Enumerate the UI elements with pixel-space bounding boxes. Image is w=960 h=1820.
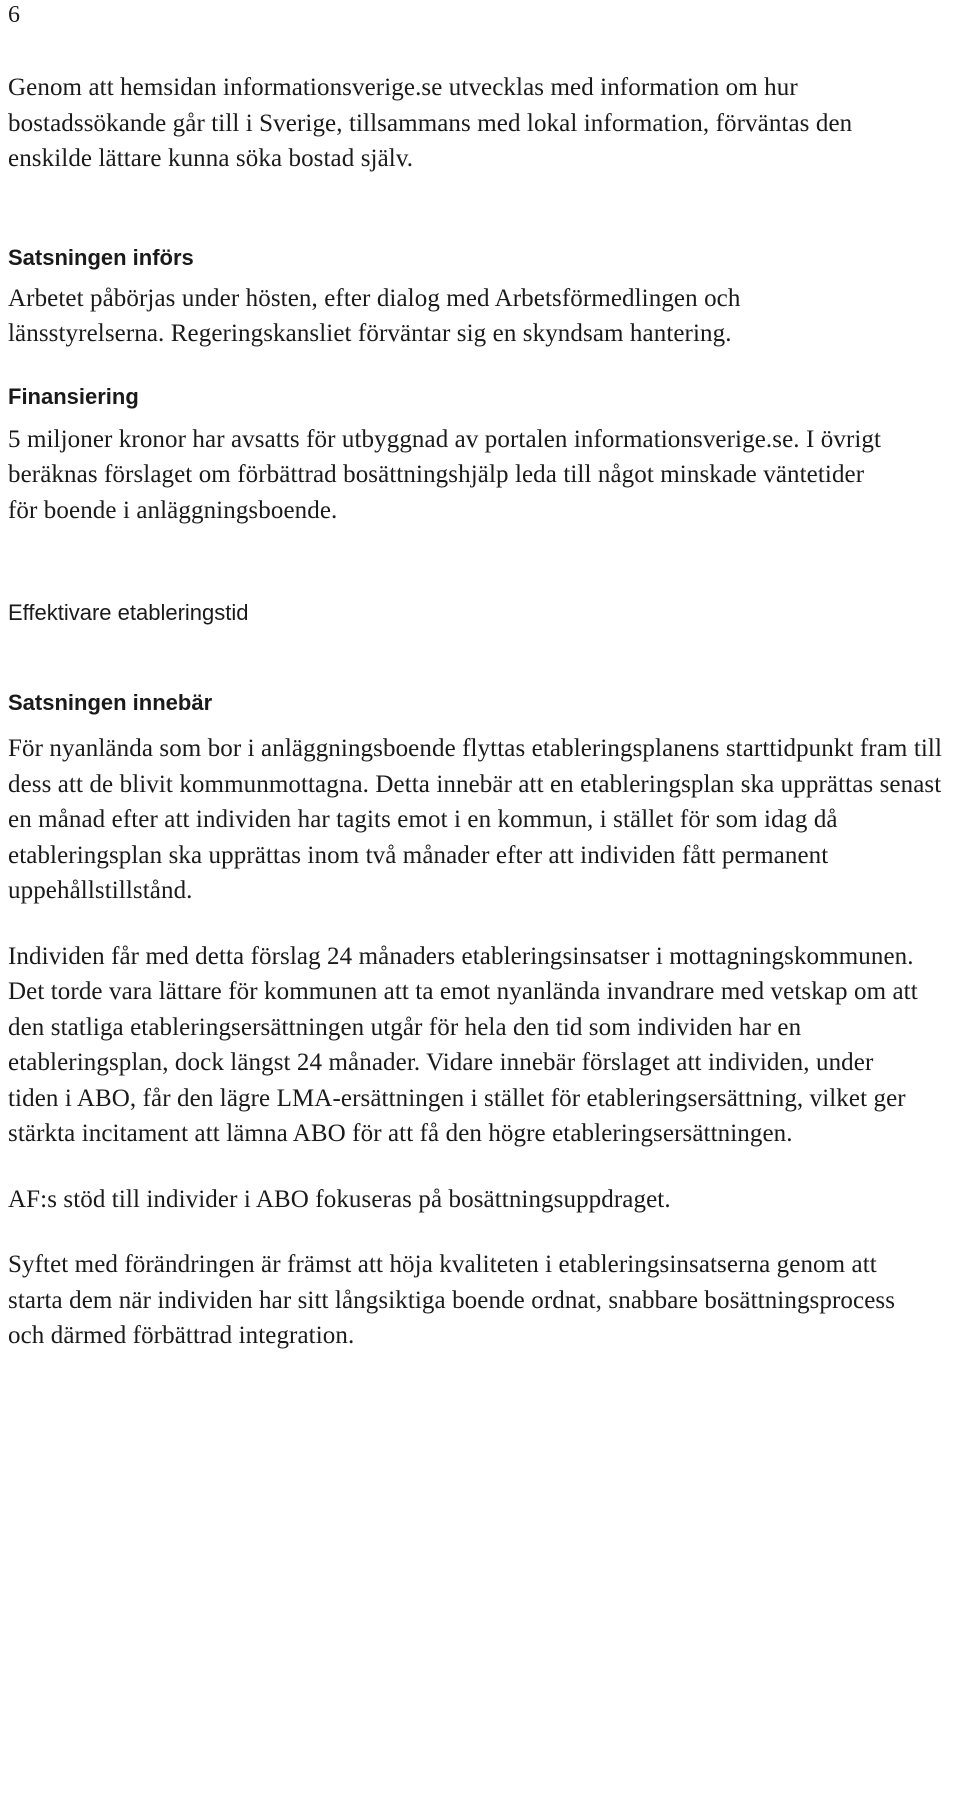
finansiering-paragraph: 5 miljoner kronor har avsatts för utbyggnad av portalen informationsverige.se. I övrigt beräknas förslaget om förbättrad bosättningshjälp leda till något minskade väntetider för boende i anläggningsboende.	[8, 425, 882, 524]
innebar-paragraph-2: Individen får med detta förslag 24 månaders etableringsinsatser i mottagningskommunen. Det torde vara lättare för kommunen att ta emot nyanlända invandrare med vetskap om att den statliga etableringsersättningen utgår för hela den tid som individen har en etableringsplan, dock längst 24 månader. Vidare innebär förslaget att individen, under tiden i ABO, får den lägre LMA-ersättningen i stället för etableringsersättning, vilket ger stärkta incitament att lämna ABO för att få den högre etableringsersättningen.	[8, 942, 918, 1147]
innebar-paragraph-3: AF:s stöd till individer i ABO fokuseras på bosättningsuppdraget.	[8, 1185, 671, 1213]
heading-satsningen-innebar: Satsningen innebär	[8, 690, 213, 715]
heading-satsningen-infors: Satsningen införs	[8, 244, 194, 270]
heading-effektivare-etableringstid: Effektivare etableringstid	[8, 600, 249, 625]
document-content	[8, 70, 948, 1354]
heading-finansiering: Finansiering	[8, 383, 139, 409]
intro-paragraph: Genom att hemsidan informationsverige.se utvecklas med information om hur bostadssökande går till i Sverige, tillsammans med lokal information, förväntas den enskilde lättare kunna söka bostad själv.	[8, 74, 853, 172]
innebar-paragraph-4: Syftet med förändringen är främst att höja kvaliteten i etableringsinsatserna genom att starta dem när individen har sitt långsiktiga boende ordnat, snabbare bosättningsprocess och därmed förbättrad integration.	[8, 1251, 896, 1349]
satsningen-infors-paragraph: Arbetet påbörjas under hösten, efter dialog med Arbetsförmedlingen och länsstyrelserna. Regeringskansliet förväntar sig en skyndsam hantering.	[8, 284, 741, 347]
innebar-paragraph-1: För nyanlända som bor i anläggningsboende flyttas etableringsplanens starttidpunkt fram till dess att de blivit kommunmottagna. Detta innebär att en etableringsplan ska upprättas senast en månad efter att individen har tagits emot i en kommun, i stället för som idag då etableringsplan ska upprättas inom två månader efter att individen fått permanent uppehållstillstånd.	[8, 735, 943, 904]
page-number: 6	[8, 2, 20, 28]
